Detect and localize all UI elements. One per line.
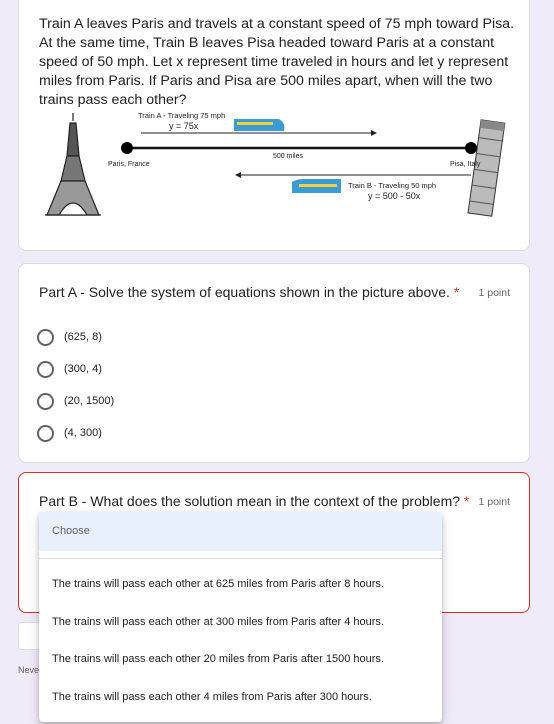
distance-label: 500 miles: [273, 153, 303, 160]
train-b-label: Train B - Traveling 50 mph: [348, 181, 437, 190]
part-b-points: 1 point: [478, 496, 510, 508]
train-b-icon: [292, 179, 341, 193]
eiffel-tower-icon: [45, 113, 101, 215]
dropdown-option[interactable]: The trains will pass each other at 300 miles from Paris after 4 hours.: [52, 615, 384, 628]
paris-point: [121, 142, 133, 154]
problem-text: Train A leaves Paris and travels at a constant speed of 75 mph toward Pisa. At the same time, Train B leaves Pisa headed toward Paris at a constant speed of 50 mph. Let x represent time traveled in hours and let y represent miles from Paris. If Paris and Pisa are 500 miles apart, when will the two trains pass each other?: [39, 16, 515, 108]
paris-label: Paris, France: [108, 161, 150, 168]
part-b-dropdown-menu[interactable]: [39, 512, 442, 722]
required-marker: *: [463, 493, 470, 509]
train-b-equation: y = 500 - 50x: [368, 191, 421, 201]
dropdown-divider: [39, 558, 442, 559]
pisa-point: [465, 142, 477, 154]
radio-option-4-300[interactable]: [37, 417, 114, 449]
train-a-equation: y = 75x: [169, 121, 199, 131]
part-a-title-text: Part A - Solve the system of equations shown in the picture above.: [39, 284, 450, 300]
option-label: (625, 8): [64, 331, 102, 343]
part-b-title: [39, 493, 469, 509]
radio-button[interactable]: [37, 393, 54, 410]
part-a-options: [37, 321, 114, 449]
part-b-title-text: Part B - What does the solution mean in the context of the problem?: [39, 493, 461, 509]
radio-option-300-4[interactable]: [37, 353, 114, 385]
radio-button[interactable]: [37, 425, 54, 442]
radio-button[interactable]: [37, 361, 54, 378]
train-a-icon: [234, 119, 284, 131]
trains-diagram: [41, 111, 511, 223]
part-a-title: [39, 284, 459, 300]
pisa-tower-icon: [468, 120, 505, 216]
intro-card: [18, 0, 530, 251]
radio-option-625-8[interactable]: [37, 321, 114, 353]
part-a-points: 1 point: [478, 287, 510, 299]
train-a-label: Train A - Traveling 75 mph: [138, 111, 226, 120]
dropdown-option[interactable]: The trains will pass each other 4 miles from Paris after 300 hours.: [52, 690, 372, 703]
dropdown-option[interactable]: The trains will pass each other 20 miles from Paris after 1500 hours.: [52, 653, 384, 665]
option-label: (20, 1500): [64, 395, 115, 407]
required-marker: *: [453, 284, 460, 300]
dropdown-option[interactable]: The trains will pass each other at 625 miles from Paris after 8 hours.: [52, 578, 384, 590]
dropdown-option-choose[interactable]: Choose: [39, 512, 442, 551]
radio-button[interactable]: [37, 329, 54, 346]
dropdown-options: [39, 566, 442, 716]
option-label: (4, 300): [64, 427, 102, 439]
part-a-card: [18, 263, 530, 463]
footer-disclaimer: Neve: [18, 665, 40, 675]
option-label: (300, 4): [64, 363, 102, 375]
radio-option-20-1500[interactable]: [37, 385, 114, 417]
pisa-label: Pisa, Italy: [450, 161, 481, 168]
